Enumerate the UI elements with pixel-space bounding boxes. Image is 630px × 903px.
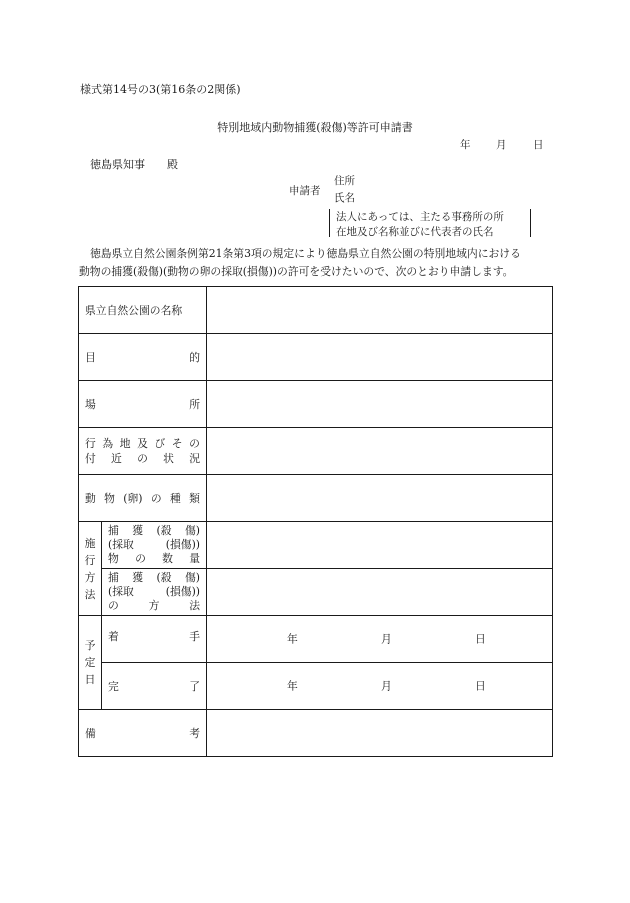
table-row xyxy=(79,663,553,710)
start-day-label: 日 xyxy=(475,632,486,646)
table-row xyxy=(79,569,553,616)
request-statement xyxy=(79,245,559,281)
completion-date-field[interactable] xyxy=(207,663,553,710)
quantity-field[interactable] xyxy=(207,522,553,569)
quantity-label: 捕 獲 (殺 傷) (採取 (損傷)) 物 の 数 量 xyxy=(102,522,207,569)
table-row xyxy=(79,475,553,522)
start-year-label: 年 xyxy=(287,632,298,646)
date-year-label: 年 xyxy=(460,139,471,151)
address-label: 住所 xyxy=(334,175,355,187)
purpose-field[interactable] xyxy=(207,334,553,381)
table-row xyxy=(79,616,553,663)
form-title: 特別地域内動物捕獲(殺傷)等許可申請書 xyxy=(217,121,413,134)
capture-method-field[interactable] xyxy=(207,569,553,616)
remarks-label: 備 考 xyxy=(79,710,207,757)
applicant-label: 申請者 xyxy=(289,185,321,197)
park-name-label: 県立自然公園の名称 xyxy=(79,287,207,334)
site-condition-field[interactable] xyxy=(207,428,553,475)
date-month-label: 月 xyxy=(496,139,507,151)
remarks-field[interactable] xyxy=(207,710,553,757)
table-row xyxy=(79,287,553,334)
date-day-label: 日 xyxy=(533,139,544,151)
table-row xyxy=(79,334,553,381)
species-field[interactable] xyxy=(207,475,553,522)
schedule-group-label: 予 定 日 xyxy=(79,616,102,710)
form-number: 様式第14号の3(第16条の2関係) xyxy=(80,83,241,96)
purpose-label: 目 的 xyxy=(79,334,207,381)
site-condition-label: 行 為 地 及 び そ の 付 近 の 状 況 xyxy=(79,428,207,475)
start-label: 着 手 xyxy=(102,616,207,663)
end-month-label: 月 xyxy=(381,679,392,693)
park-name-field[interactable] xyxy=(207,287,553,334)
addressee: 徳島県知事 殿 xyxy=(90,158,178,171)
end-day-label: 日 xyxy=(475,679,486,693)
request-statement-line-2: 動物の捕獲(殺傷)(動物の卵の採取(損傷))の許可を受けたいので、次のとおり申請します。 xyxy=(79,265,514,278)
table-row xyxy=(79,710,553,757)
request-statement-line-1: 徳島県立自然公園条例第21条第3項の規定により徳島県立自然公園の特別地域内における xyxy=(90,247,521,260)
table-row xyxy=(79,522,553,569)
species-label: 動 物 (卵) の 種 類 xyxy=(79,475,207,522)
start-date-field[interactable] xyxy=(207,616,553,663)
name-label: 氏名 xyxy=(334,192,355,204)
corporate-note-line-1: 法人にあっては、主たる事務所の所 xyxy=(336,211,504,223)
corporate-note-line-2: 在地及び名称並びに代表者の氏名 xyxy=(336,226,494,238)
table-row xyxy=(79,428,553,475)
place-field[interactable] xyxy=(207,381,553,428)
table-row xyxy=(79,381,553,428)
completion-label: 完 了 xyxy=(102,663,207,710)
capture-method-label: 捕 獲 (殺 傷) (採取 (損傷)) の 方 法 xyxy=(102,569,207,616)
method-group-label: 施 行 方 法 xyxy=(79,522,102,616)
corporate-note-bracket xyxy=(329,209,531,237)
place-label: 場 所 xyxy=(79,381,207,428)
application-table xyxy=(78,286,553,757)
end-year-label: 年 xyxy=(287,679,298,693)
start-month-label: 月 xyxy=(381,632,392,646)
